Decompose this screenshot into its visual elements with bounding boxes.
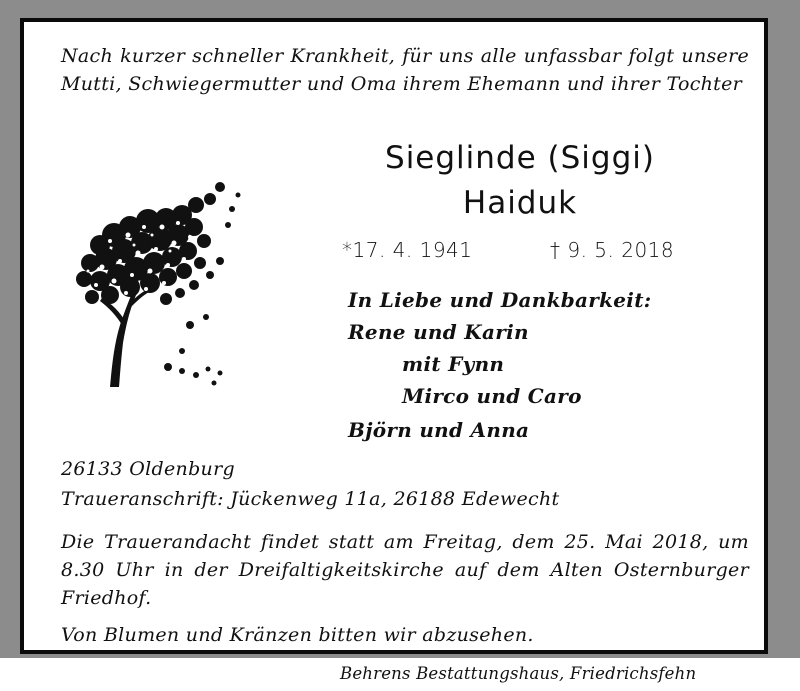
mourners-heading: In Liebe und Dankbarkeit:: [348, 288, 652, 312]
mourner-line: Björn und Anna: [348, 418, 530, 442]
deceased-name-first: Sieglinde (Siggi): [385, 140, 655, 176]
mourner-line: Mirco und Caro: [402, 384, 582, 408]
service-details: Die Trauerandacht findet statt am Freitag, dem 25. Mai 2018, um 8.30 Uhr in der Dreifaltigkeitskirche auf dem Alten Osternburger Friedhof.: [61, 531, 749, 609]
deceased-name-last: Haiduk: [462, 185, 578, 221]
mourner-line: Rene und Karin: [348, 320, 529, 344]
city-line: 26133 Oldenburg: [61, 458, 235, 480]
birth-date: *17. 4. 1941: [342, 238, 473, 262]
intro-text: Nach kurzer schneller Krankheit, für uns alle unfassbar folgt unsere Mutti, Schwiegermutter und Oma ihrem Ehemann und ihrer Tochter: [61, 45, 749, 95]
funeral-home: Behrens Bestattungshaus, Friedrichsfehn: [340, 664, 697, 683]
flowers-request: Von Blumen und Kränzen bitten wir abzusehen.: [61, 624, 534, 646]
death-date: † 9. 5. 2018: [550, 238, 675, 262]
tree-icon: [70, 175, 245, 390]
mourner-line: mit Fynn: [402, 352, 505, 376]
mourning-address: Traueranschrift: Jückenweg 11a, 26188 Edewecht: [61, 488, 560, 510]
